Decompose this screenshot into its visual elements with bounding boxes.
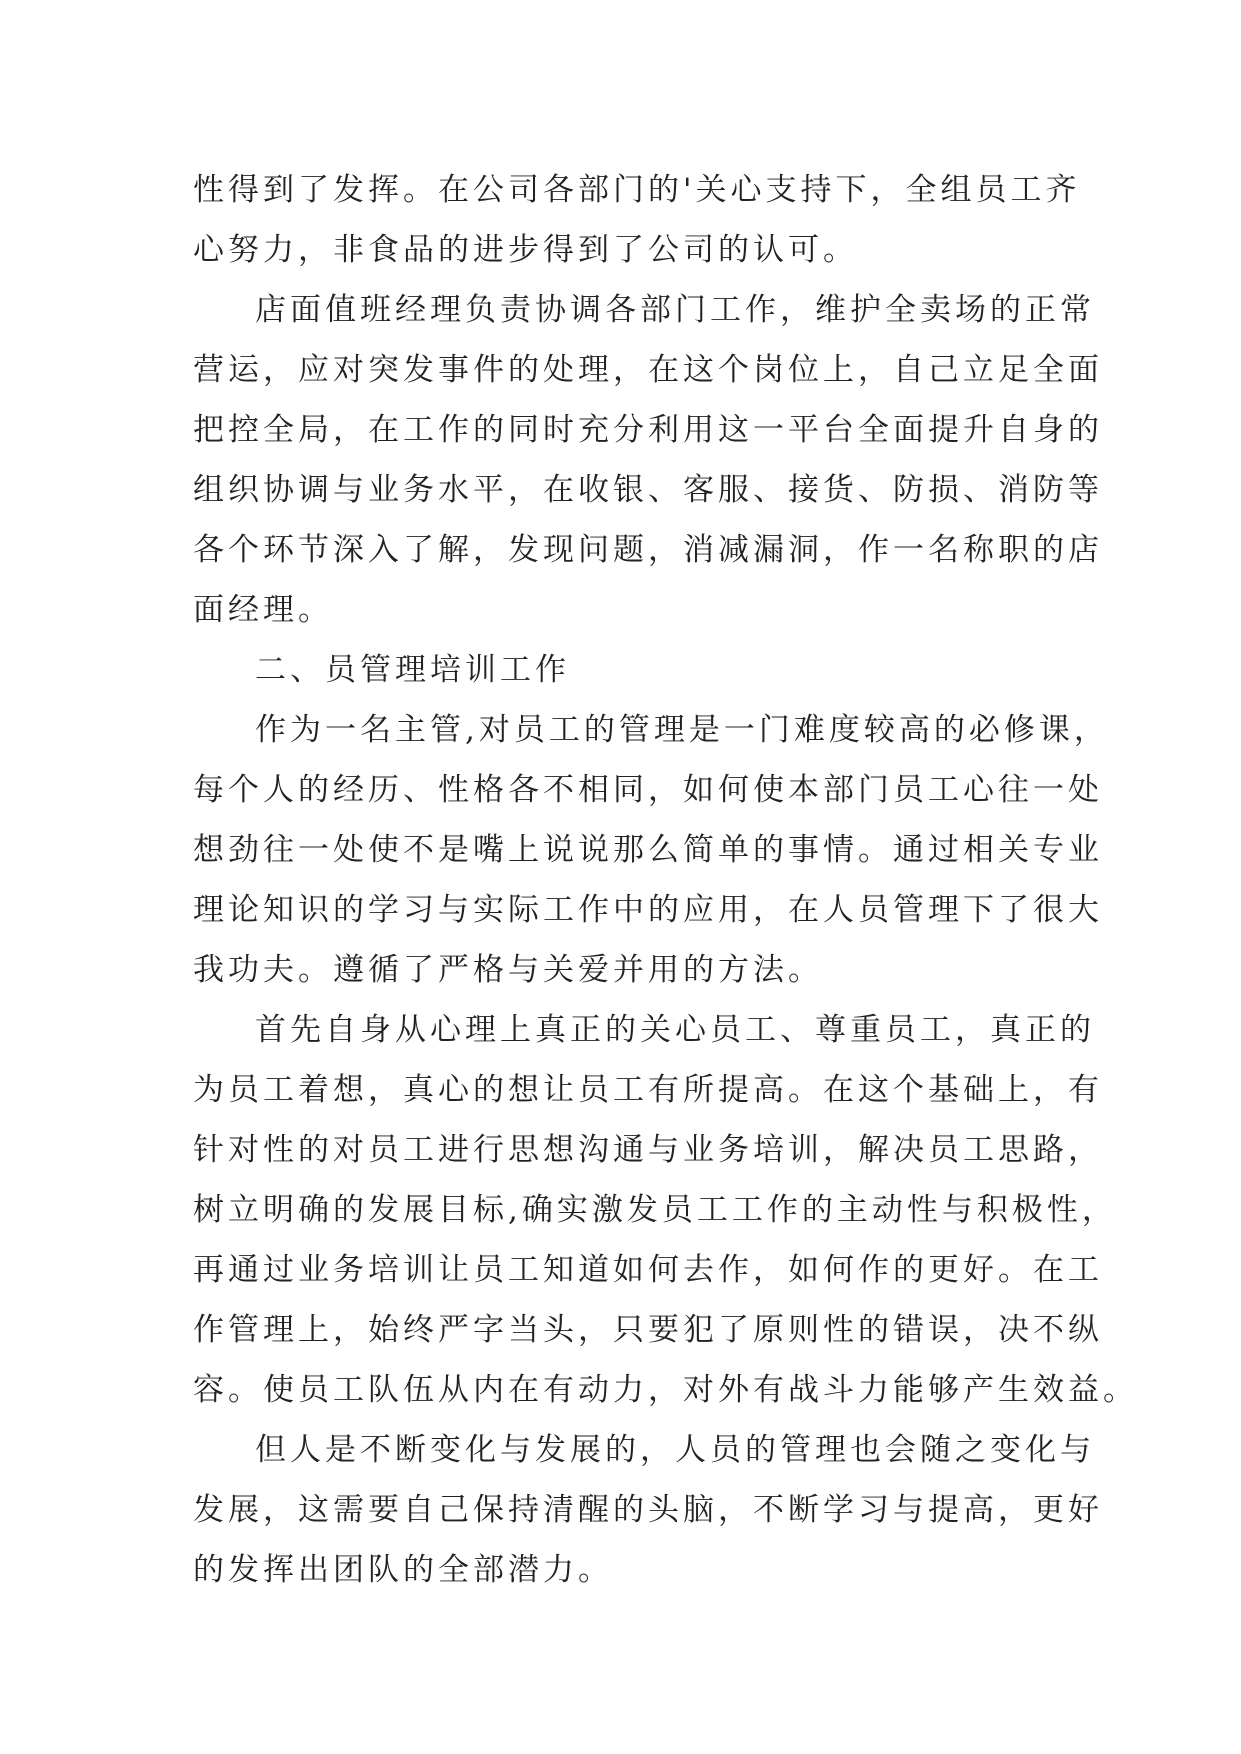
text-line: 理论知识的学习与实际工作中的应用，在人员管理下了很大 [193, 892, 1103, 928]
paragraph-start-line: 首先自身从心理上真正的关心员工、尊重员工，真正的 [255, 1012, 1095, 1048]
text-line: 我功夫。遵循了严格与关爱并用的方法。 [193, 952, 823, 988]
text-line: 容。使员工队伍从内在有动力，对外有战斗力能够产生效益。 [193, 1372, 1138, 1408]
text-line: 组织协调与业务水平，在收银、客服、接货、防损、消防等 [193, 472, 1103, 508]
text-line: 面经理。 [193, 592, 333, 628]
text-line: 心努力，非食品的进步得到了公司的认可。 [193, 232, 858, 268]
paragraph-start-line: 店面值班经理负责协调各部门工作，维护全卖场的正常 [255, 292, 1095, 328]
text-line: 针对性的对员工进行思想沟通与业务培训，解决员工思路， [193, 1132, 1103, 1168]
text-line: 性得到了发挥。在公司各部门的'关心支持下，全组员工齐 [193, 172, 1081, 208]
text-line: 再通过业务培训让员工知道如何去作，如何作的更好。在工 [193, 1252, 1103, 1288]
text-line: 树立明确的发展目标,确实激发员工工作的主动性与积极性， [193, 1192, 1117, 1228]
text-line: 营运，应对突发事件的处理，在这个岗位上，自己立足全面 [193, 352, 1103, 388]
text-line: 想劲往一处使不是嘴上说说那么简单的事情。通过相关专业 [193, 832, 1103, 868]
text-line: 发展，这需要自己保持清醒的头脑，不断学习与提高，更好 [193, 1492, 1103, 1528]
text-line: 作管理上，始终严字当头，只要犯了原则性的错误，决不纵 [193, 1312, 1103, 1348]
text-line: 的发挥出团队的全部潜力。 [193, 1552, 613, 1588]
text-line: 把控全局，在工作的同时充分利用这一平台全面提升自身的 [193, 412, 1103, 448]
paragraph-start-line: 作为一名主管,对员工的管理是一门难度较高的必修课， [255, 712, 1109, 748]
text-line: 每个人的经历、性格各不相同，如何使本部门员工心往一处 [193, 772, 1103, 808]
text-line: 为员工着想，真心的想让员工有所提高。在这个基础上，有 [193, 1072, 1103, 1108]
paragraph-start-line: 但人是不断变化与发展的，人员的管理也会随之变化与 [255, 1432, 1095, 1468]
document-body [193, 160, 1138, 1600]
section-heading: 二、员管理培训工作 [255, 652, 570, 688]
text-line: 各个环节深入了解，发现问题，消减漏洞，作一名称职的店 [193, 532, 1103, 568]
